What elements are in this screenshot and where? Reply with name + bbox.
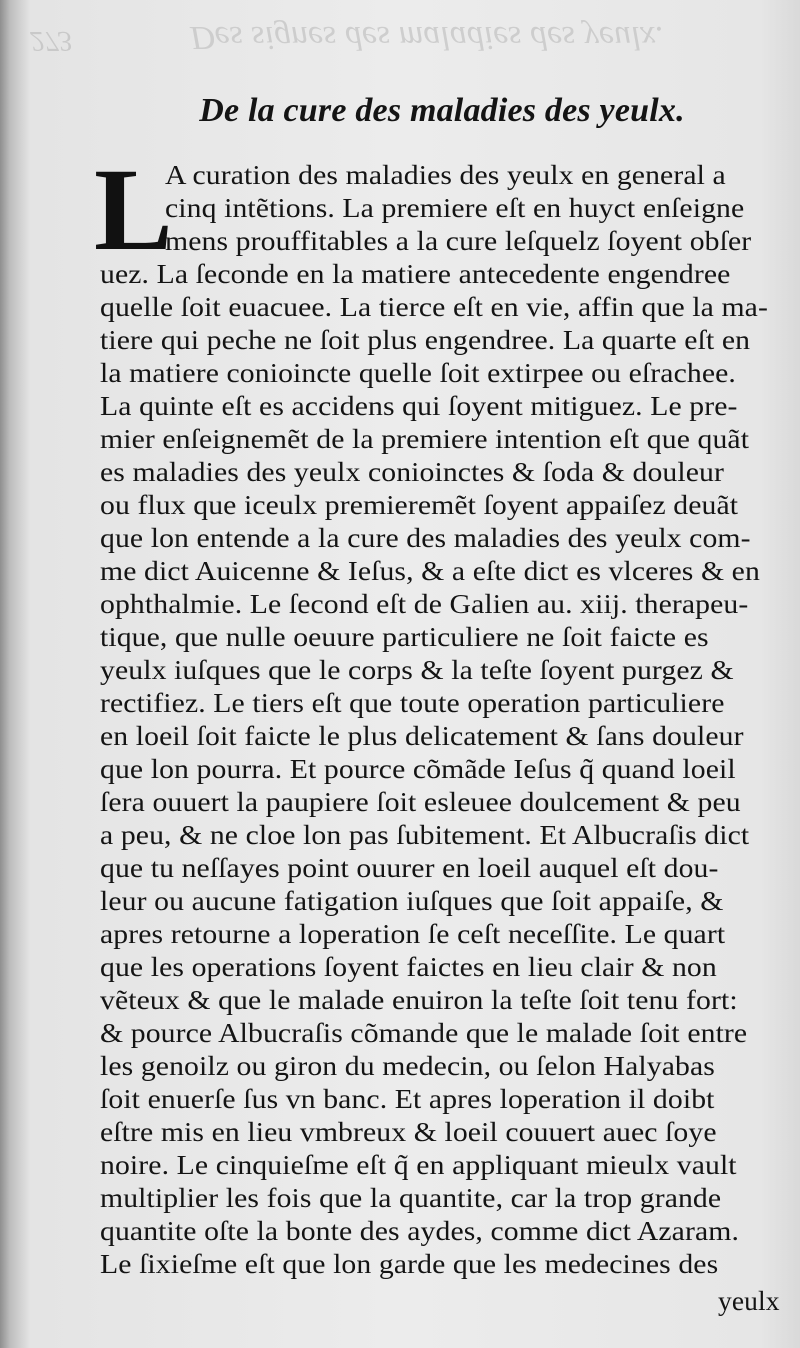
text-line: Le ſixieſme eſt que lon garde que les medecines des	[100, 1248, 719, 1279]
text-line: tique, que nulle oeuure particuliere ne ſoit faicte es	[100, 621, 709, 652]
text-line: eſtre mis en lieu vmbreux & loeil couuert auec ſoye	[100, 1116, 717, 1147]
text-line: multiplier les fois que la quantite, car la trop grande	[100, 1182, 722, 1213]
text-line: tiere qui peche ne ſoit plus engendree. La quarte eſt en	[100, 324, 751, 355]
text-line: ſera ouuert la paupiere ſoit esleuee doulcement & peu	[100, 786, 741, 817]
text-line: uez. La ſeconde en la matiere antecedente engendree	[100, 258, 731, 289]
bleed-through-title: Des signes des maladies des yeulx.	[190, 19, 665, 56]
text-line: apres retourne a loperation ſe ceſt neceſſite. Le quart	[100, 918, 726, 949]
text-line: me dict Auicenne & Ieſus, & a eſte dict es vlceres & en	[100, 555, 760, 586]
text-line: en loeil ſoit faicte le plus delicatement & ſans douleur	[100, 720, 744, 751]
text-line: vẽteux & que le malade enuiron la teſte ſoit tenu fort:	[100, 984, 738, 1015]
text-line: & pource Albucraſis cõmande que le malade ſoit entre	[100, 1017, 748, 1048]
text-line: que les operations ſoyent faictes en lieu clair & non	[100, 951, 717, 982]
text-line: A curation des maladies des yeulx en general a	[165, 159, 726, 190]
text-line: rectifiez. Le tiers eſt que toute operation particuliere	[100, 687, 725, 718]
text-line: que lon entende a la cure des maladies des yeulx com-	[100, 522, 751, 553]
bleed-through-page-number: 273	[30, 25, 72, 56]
text-line: La quinte eſt es accidens qui ſoyent mitiguez. Le pre-	[100, 390, 738, 421]
text-line: noire. Le cinquieſme eſt q̃ en appliquant mieulx vault	[100, 1149, 737, 1180]
text-line: ou flux que iceulx premieremẽt ſoyent appaiſez deuãt	[100, 489, 739, 520]
text-line: les genoilz ou giron du medecin, ou ſelon Halyabas	[100, 1050, 715, 1081]
text-line: quantite oſte la bonte des aydes, comme dict Azaram.	[100, 1215, 740, 1246]
text-line: yeulx iuſques que le corps & la teſte ſoyent purgez &	[100, 654, 734, 685]
catchword: yeulx	[718, 1285, 780, 1316]
text-line: leur ou aucune fatigation iuſques que ſoit appaiſe, &	[100, 885, 724, 916]
text-line: que tu neſſayes point ouurer en loeil auquel eſt dou-	[100, 852, 719, 883]
text-line: cinq intẽtions. La premiere eſt en huyct enſeigne	[165, 192, 745, 223]
text-line: ſoit enuerſe ſus vn banc. Et apres loperation il doibt	[100, 1083, 715, 1114]
drop-cap-initial: L	[94, 144, 173, 275]
text-line: que lon pourra. Et pource cõmãde Ieſus q̃ quand loeil	[100, 753, 736, 784]
text-line: ophthalmie. Le ſecond eſt de Galien au. xiij. therapeu-	[100, 588, 749, 619]
text-line: mier enſeignemẽt de la premiere intention eſt que quãt	[100, 423, 750, 454]
text-line: mens prouffitables a la cure leſquelz ſoyent obſer	[165, 225, 752, 256]
text-line: la matiere conioincte quelle ſoit extirpee ou eſrachee.	[100, 357, 736, 388]
text-line: es maladies des yeulx conioinctes & ſoda & douleur	[100, 456, 725, 487]
text-line: a peu, & ne cloe lon pas ſubitement. Et Albucraſis dict	[100, 819, 750, 850]
text-line: quelle ſoit euacuee. La tierce eſt en vie, affin que la ma-	[100, 291, 768, 322]
chapter-heading: De la cure des maladies des yeulx.	[199, 92, 685, 129]
